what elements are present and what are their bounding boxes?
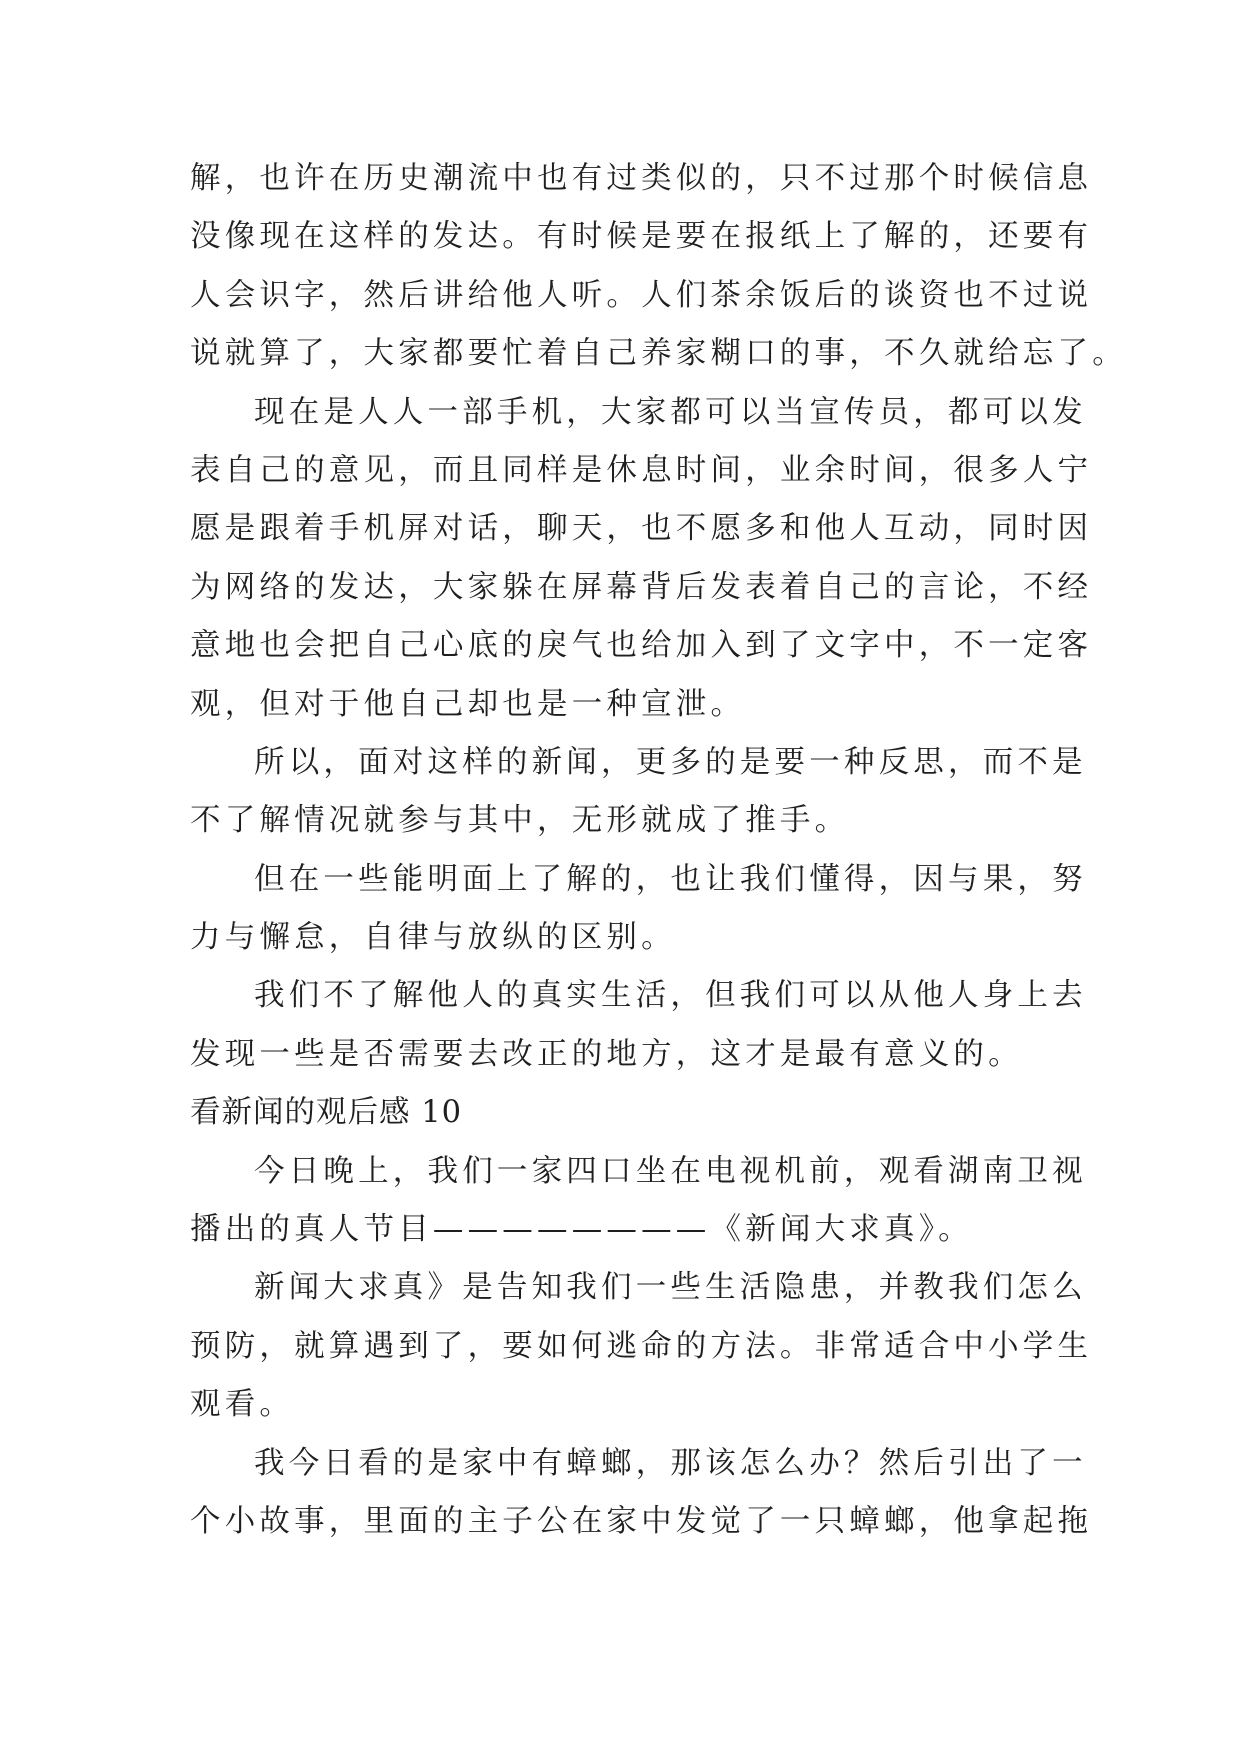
text-line: 愿是跟着手机屏对话，聊天，也不愿多和他人互动，同时因 bbox=[190, 511, 1093, 547]
text-line: 预防，就算遇到了，要如何逃命的方法。非常适合中小学生 bbox=[190, 1328, 1093, 1364]
text-line: 今日晚上，我们一家四口坐在电视机前，观看湖南卫视 bbox=[254, 1153, 1087, 1189]
paragraph bbox=[190, 150, 1127, 384]
text-line: 没像现在这样的发达。有时候是要在报纸上了解的，还要有 bbox=[190, 219, 1093, 255]
text-line: 播出的真人节目————————《新闻大求真》。 bbox=[190, 1212, 973, 1248]
paragraph bbox=[190, 1143, 1087, 1260]
text-line: 为网络的发达，大家躲在屏幕背后发表着自己的言论，不经 bbox=[190, 569, 1093, 605]
text-line: 现在是人人一部手机，大家都可以当宣传员，都可以发 bbox=[254, 394, 1087, 430]
paragraph bbox=[190, 1435, 1093, 1552]
text-line: 意地也会把自己心底的戾气也给加入到了文字中，不一定客 bbox=[190, 628, 1093, 664]
text-line: 不了解情况就参与其中，无形就成了推手。 bbox=[190, 803, 850, 839]
text-line: 新闻大求真》是告知我们一些生活隐患，并教我们怎么 bbox=[254, 1270, 1087, 1306]
text-line: 表自己的意见，而且同样是休息时间，业余时间，很多人宁 bbox=[190, 452, 1093, 488]
paragraph bbox=[190, 734, 1087, 851]
text-line: 所以，面对这样的新闻，更多的是要一种反思，而不是 bbox=[254, 744, 1087, 780]
text-line: 但在一些能明面上了解的，也让我们懂得，因与果，努 bbox=[254, 861, 1087, 897]
paragraph bbox=[190, 967, 1087, 1084]
text-line: 个小故事，里面的主子公在家中发觉了一只蟑螂，他拿起拖 bbox=[190, 1503, 1093, 1539]
document-body bbox=[190, 150, 1127, 1551]
paragraph bbox=[190, 851, 1087, 968]
text-line: 说就算了，大家都要忙着自己养家糊口的事，不久就给忘了。 bbox=[190, 336, 1127, 372]
text-line: 我今日看的是家中有蟑螂，那该怎么办？然后引出了一 bbox=[254, 1445, 1087, 1481]
text-line: 观看。 bbox=[190, 1387, 295, 1423]
paragraph bbox=[190, 1259, 1093, 1434]
text-line: 发现一些是否需要去改正的地方，这才是最有意义的。 bbox=[190, 1036, 1023, 1072]
section-heading bbox=[190, 1084, 1060, 1142]
text-line: 解，也许在历史潮流中也有过类似的，只不过那个时候信息 bbox=[190, 161, 1093, 196]
text-line: 我们不了解他人的真实生活，但我们可以从他人身上去 bbox=[254, 978, 1087, 1014]
section-title: 看新闻的观后感 10 bbox=[190, 1095, 463, 1131]
text-line: 人会识字，然后讲给他人听。人们茶余饭后的谈资也不过说 bbox=[190, 277, 1093, 313]
paragraph bbox=[190, 384, 1093, 734]
text-line: 观，但对于他自己却也是一种宣泄。 bbox=[190, 686, 746, 722]
text-line: 力与懈怠，自律与放纵的区别。 bbox=[190, 920, 676, 956]
